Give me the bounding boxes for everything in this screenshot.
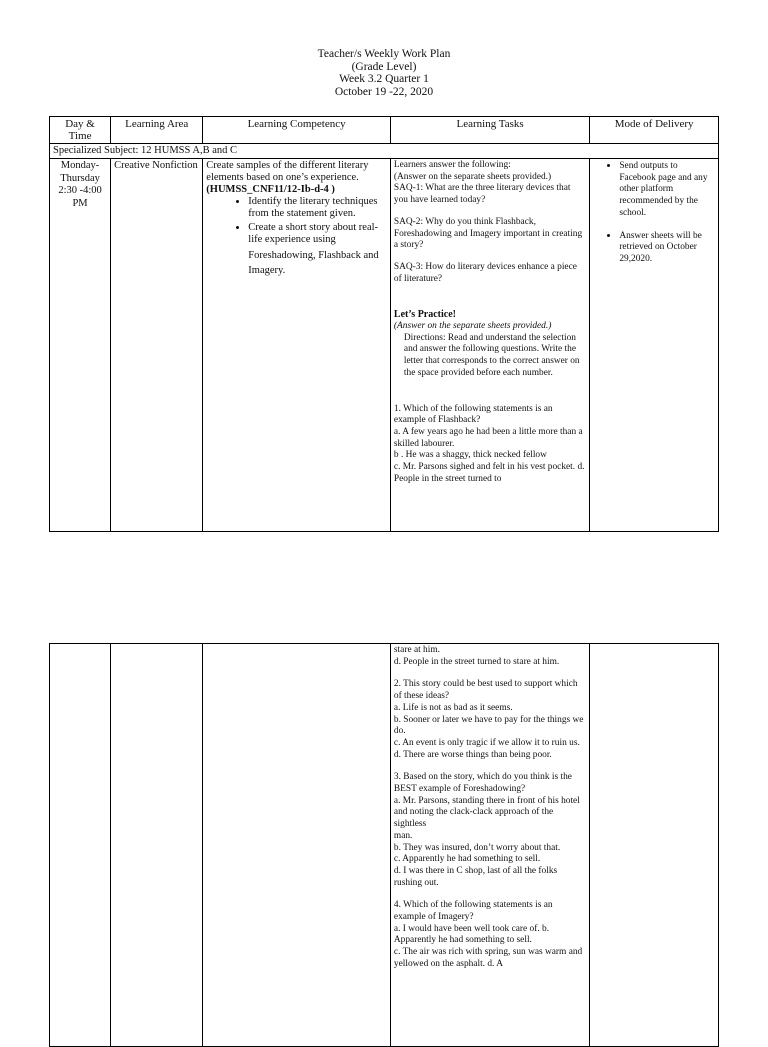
header-grade-level: (Grade Level): [351, 60, 417, 73]
learning-competency-cell-empty: [203, 644, 391, 1047]
tasks-intro: Learners answer the following:: [393, 160, 511, 170]
header-title: Teacher/s Weekly Work Plan: [317, 48, 451, 60]
question-3-option: man.: [393, 830, 413, 841]
question-4: 4. Which of the following statements is an example of Imagery?: [393, 900, 553, 923]
learning-tasks-cell: [390, 159, 589, 532]
subject-row: [50, 144, 719, 159]
col-header-day-time: Day & Time: [50, 117, 111, 144]
learning-area-cell-empty: [111, 644, 203, 1047]
col-header-learning-area: Learning Area: [111, 117, 203, 144]
saq-3: SAQ-3: How do literary devices enhance a piece of literature?: [393, 261, 577, 284]
question-1: 1. Which of the following statements is an example of Flashback?: [393, 403, 553, 426]
question-1-option: c. Mr. Parsons sighed and felt in his vest pocket. d. People in the street turned to: [393, 462, 585, 484]
competency-item: • Identify the literary techniques from the statement given.: [248, 196, 387, 220]
question-2-option: d. There are worse things than being poor.: [393, 749, 552, 760]
practice-directions: Directions: Read and understand the selection and answer the following questions. Write the letter that corresponds to the correct answer on the space provided before each number.: [403, 332, 580, 378]
question-4-option: c. The air was rich with spring, sun was warm and yellowed on the asphalt. d. A: [393, 947, 583, 969]
competency-continuation: Foreshadowing, Flashback and Imagery.: [248, 250, 379, 276]
question-2-option: c. An event is only tragic if we allow it to ruin us.: [393, 737, 580, 748]
mode-of-delivery-cell-empty: [590, 644, 719, 1047]
question-3-option: c. Apparently he had something to sell.: [393, 854, 541, 865]
day-time-cell: Monday- Thursday 2:30 -4:00 PM: [50, 159, 111, 532]
competency-item: • Create a short story about real-life experience using: [248, 222, 387, 246]
saq-1: SAQ-1: What are the three literary devices that you have learned today?: [393, 183, 571, 206]
competency-intro: Create samples of the different literary elements based on one’s experience.: [206, 160, 369, 183]
question-2-option: b. Sooner or later we have to pay for the things we do.: [393, 714, 584, 737]
saq-2: SAQ-2: Why do you think Flashback, Foreshadowing and Imagery important in creating a story?: [393, 216, 583, 251]
question-3-option: a. Mr. Parsons, standing there in front of his hotel and noting the clack-clack approach of the sightless: [393, 795, 580, 830]
task-line: stare at him.: [393, 645, 440, 655]
practice-note: (Answer on the separate sheets provided.): [393, 321, 552, 332]
header-date-range: October 19 -22, 2020: [334, 85, 434, 98]
question-3-option: b. They was insured, don’t worry about that.: [393, 842, 561, 853]
tasks-instruction: (Answer on the separate sheets provided.): [393, 171, 552, 182]
competency-list: [206, 196, 387, 246]
table-header-row: [50, 117, 719, 144]
question-4-option: a. I would have been well took care of. b. Apparently he had something to sell.: [393, 923, 550, 946]
question-3-option: d. I was there in C shop, last of all the folks rushing out.: [393, 865, 558, 888]
col-header-mode-of-delivery: Mode of Delivery: [590, 117, 719, 144]
question-2: 2. This story could be best used to support which of these ideas?: [393, 679, 578, 702]
work-plan-table-continued: [49, 643, 719, 1047]
day-time-cell-empty: [50, 644, 111, 1047]
learning-tasks-cell-continued: [390, 644, 589, 1047]
header-week-quarter: Week 3.2 Quarter 1: [339, 73, 429, 85]
delivery-list: [593, 160, 715, 266]
learning-competency-cell: [203, 159, 391, 532]
question-3: 3. Based on the story, which do you think is the BEST example of Foreshadowing?: [393, 772, 572, 795]
question-1-option: a. A few years ago he had been a little more than a skilled labourer.: [393, 426, 583, 449]
table-row: [50, 159, 719, 532]
question-1-option: b . He was a shaggy, thick necked fellow: [393, 450, 547, 461]
col-header-learning-tasks: Learning Tasks: [390, 117, 589, 144]
table-row: [50, 644, 719, 1047]
task-line: d. People in the street turned to stare at him.: [393, 656, 560, 667]
col-header-learning-competency: Learning Competency: [203, 117, 391, 144]
document-header: [0, 48, 768, 98]
learning-area-cell: Creative Nonfiction: [111, 159, 203, 532]
competency-code: (HUMSS_CNF11/12-Ib-d-4 ): [206, 184, 335, 195]
practice-title: Let’s Practice!: [393, 309, 456, 321]
delivery-item: • Send outputs to Facebook page and any other platform recommended by the school.: [619, 160, 715, 220]
question-2-option: a. Life is not as bad as it seems.: [393, 702, 513, 713]
mode-of-delivery-cell: [590, 159, 719, 532]
work-plan-table: [49, 116, 719, 532]
delivery-item: • Answer sheets will be retrieved on October 29,2020.: [619, 230, 715, 266]
subject-label: Specialized Subject: 12 HUMSS A,B and C: [50, 144, 719, 159]
